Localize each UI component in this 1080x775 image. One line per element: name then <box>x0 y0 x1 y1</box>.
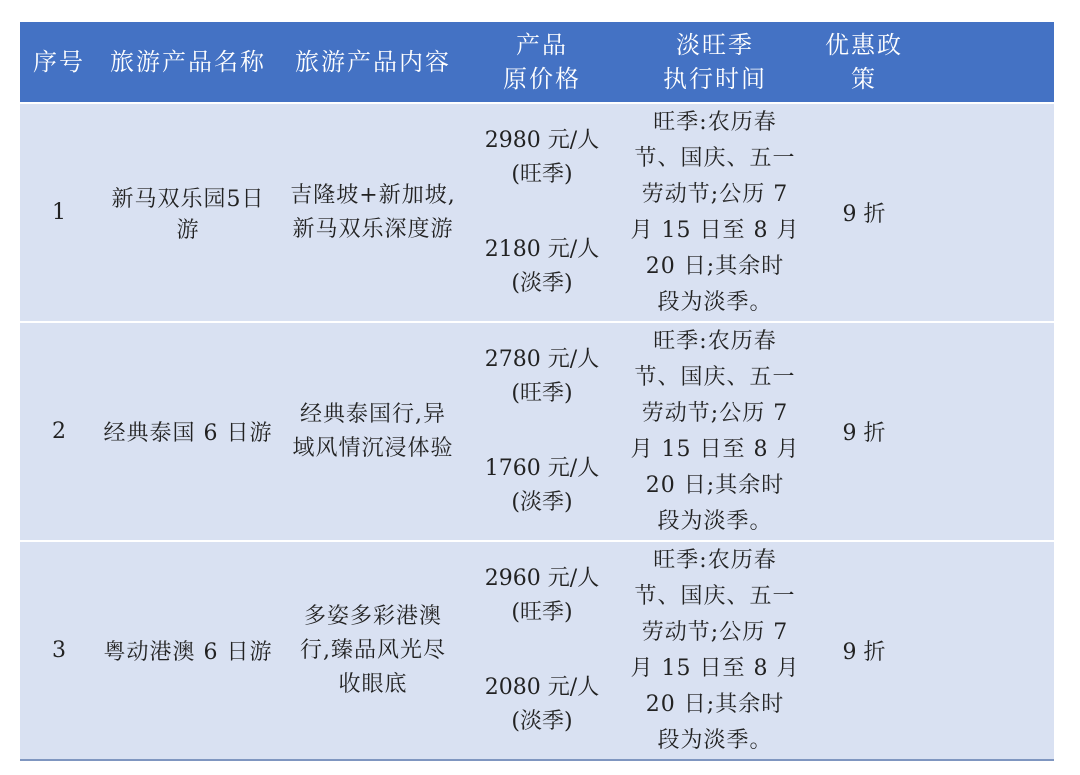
product-content <box>278 542 468 759</box>
peak-label: (旺季) <box>511 381 573 407</box>
off-price-block <box>485 452 599 520</box>
peak-price-block <box>485 124 599 192</box>
season-line: 月 15 日至 8 月 <box>630 217 800 243</box>
season-line: 节、国庆、五一 <box>634 145 796 171</box>
off-price: 2180 元/人 <box>484 236 600 262</box>
table-row <box>20 540 1054 761</box>
product-content-line: 经典泰国行,异 <box>299 401 446 427</box>
peak-price-block <box>485 343 599 411</box>
row-index: 3 <box>52 638 66 663</box>
season-line: 节、国庆、五一 <box>634 583 796 609</box>
season-line: 旺季:农历春 <box>653 328 777 354</box>
header-season-line1: 淡旺季 <box>676 31 754 59</box>
off-price: 1760 元/人 <box>484 455 600 481</box>
season-line: 旺季:农历春 <box>653 109 777 135</box>
product-content-line: 域风情沉浸体验 <box>292 435 454 461</box>
header-discount-line2: 策 <box>851 65 877 93</box>
season-line: 段为淡季。 <box>657 289 773 315</box>
off-price-block <box>485 233 599 301</box>
season-line: 20 日;其余时 <box>645 253 785 279</box>
header-discount-policy <box>814 22 914 102</box>
header-season-line2: 执行时间 <box>663 65 767 93</box>
header-discount-line1: 优惠政 <box>825 31 903 59</box>
header-product-name-label: 旅游产品名称 <box>110 48 266 76</box>
row-index: 1 <box>52 200 66 225</box>
row-index: 2 <box>52 419 66 444</box>
season-line: 20 日;其余时 <box>645 472 785 498</box>
season-line: 节、国庆、五一 <box>634 364 796 390</box>
peak-price: 2980 元/人 <box>484 128 600 154</box>
product-content-line: 新马双乐深度游 <box>292 216 454 242</box>
off-label: (淡季) <box>511 489 573 515</box>
season-line: 月 15 日至 8 月 <box>630 655 800 681</box>
product-name: 新马双乐园5日游 <box>111 186 265 243</box>
season-period <box>616 104 814 321</box>
travel-products-table <box>20 22 1054 761</box>
product-content-line: 行,臻品风光尽 <box>300 637 446 663</box>
product-name: 经典泰国 6 日游 <box>103 421 273 446</box>
season-line: 月 15 日至 8 月 <box>630 436 800 462</box>
header-product-content <box>278 22 468 102</box>
header-index-label: 序号 <box>33 48 85 76</box>
season-line: 旺季:农历春 <box>653 547 777 573</box>
product-content <box>278 323 468 540</box>
season-line: 20 日;其余时 <box>645 691 785 717</box>
product-content <box>278 104 468 321</box>
product-name: 粤动港澳 6 日游 <box>103 640 273 665</box>
season-line: 段为淡季。 <box>657 727 773 753</box>
discount: 9 折 <box>842 202 886 227</box>
off-label: (淡季) <box>511 708 573 734</box>
header-index <box>20 22 98 102</box>
table-header-row <box>20 22 1054 102</box>
product-content-line: 收眼底 <box>338 671 408 697</box>
peak-label: (旺季) <box>511 162 573 188</box>
header-price-line1: 产品 <box>516 31 568 59</box>
header-original-price <box>468 22 616 102</box>
header-product-name <box>98 22 278 102</box>
season-period <box>616 323 814 540</box>
product-price <box>468 542 616 759</box>
season-line: 劳动节;公历 7 <box>641 619 789 645</box>
peak-price: 2780 元/人 <box>484 347 600 373</box>
peak-price-block <box>485 562 599 630</box>
season-period <box>616 542 814 759</box>
peak-label: (旺季) <box>511 600 573 626</box>
discount: 9 折 <box>842 640 886 665</box>
discount: 9 折 <box>842 421 886 446</box>
header-product-content-label: 旅游产品内容 <box>295 48 451 76</box>
off-price: 2080 元/人 <box>484 674 600 700</box>
product-content-line: 多姿多彩港澳 <box>303 603 442 629</box>
off-price-block <box>485 671 599 739</box>
product-price <box>468 104 616 321</box>
table-row <box>20 321 1054 540</box>
season-line: 劳动节;公历 7 <box>641 400 789 426</box>
season-line: 段为淡季。 <box>657 508 773 534</box>
product-content-line: 吉隆坡+新加坡, <box>290 182 456 208</box>
product-price <box>468 323 616 540</box>
table-row <box>20 102 1054 321</box>
header-season-period <box>616 22 814 102</box>
off-label: (淡季) <box>511 270 573 296</box>
header-price-line2: 原价格 <box>503 65 581 93</box>
season-line: 劳动节;公历 7 <box>641 181 789 207</box>
peak-price: 2960 元/人 <box>484 566 600 592</box>
